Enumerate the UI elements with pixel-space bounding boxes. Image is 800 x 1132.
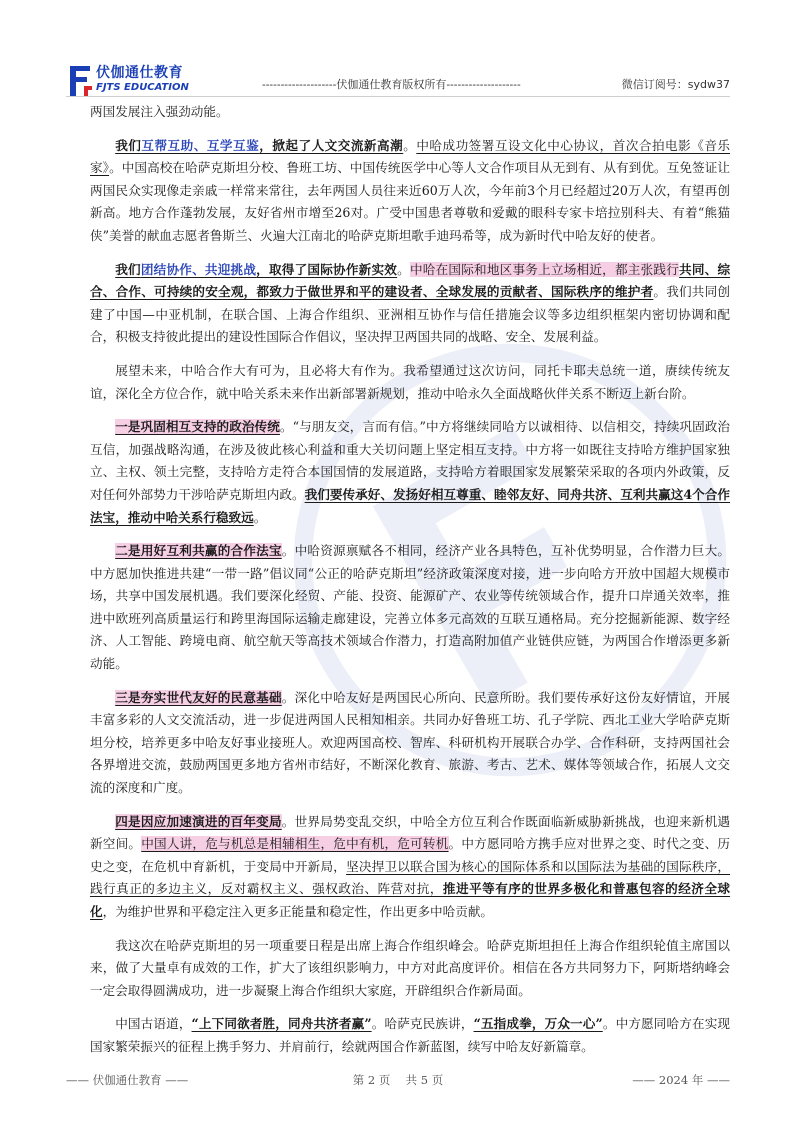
paragraph: 二是用好互利共赢的合作法宝。中哈资源禀赋各不相同，经济产业各具特色，互补优势明显，合作潜力巨大。中方愿加快推进共建“一带一路”倡议同“公正的哈萨克斯坦”经济政策深度对接，进一步向哈方开放中国超大规模市场，共享中国发展机遇。我们要深化经贸、产能、投资、能源矿产、农业等传统领域合作，提升口岸通关效率，推进中欧班列高质量运行和跨里海国际运输走廊建设，完善立体多元高效的互联互通格局。充分挖掘新能源、数字经济、人工智能、跨境电商、航空航天等高技术领域合作潜力，打造高附加值产业链供应链，为两国合作增添更多新动能。	[90, 543, 731, 672]
logo-name: 伏伽通仕教育	[96, 65, 183, 81]
wechat-account: 微信订阅号：sydw37	[621, 78, 730, 91]
paragraph: 四是因应加速演进的百年变局。世界局势变乱交织，中哈全方位互利合作既面临新威胁新挑战，也迎来新机遇新空间。中国人讲，危与机总是相辅相生，危中有机，危可转机。中方愿同哈方携手应对世界之变、时代之变、历史之变，在危机中育新机，于变局中开新局，坚决捍卫以联合国为核心的国际体系和以国际法为基础的国际秩序，践行真正的多边主义，反对霸权主义、强权政治、阵营对抗，推进平等有序的世界多极化和普惠包容的经济全球化，为维护世界和平稳定注入更多正能量和稳定性，作出更多中哈贡献。	[90, 813, 731, 919]
paragraph: 展望未来，中哈合作大有可为，且必将大有作为。我希望通过这次访问，同托卡耶夫总统一道，赓续传统友谊，深化全方位合作，就中哈关系未来作出新部署新规划，推动中哈永久全面战略伙伴关系不断迈上新台阶。	[90, 362, 730, 401]
paragraph: 三是夯实世代友好的民意基础。深化中哈友好是两国民心所向、民意所盼。我们要传承好这份友好情谊，开展丰富多彩的人文交流活动，进一步促进两国人民相知相亲。共同办好鲁班工坊、孔子学院、西北工业大学哈萨克斯坦分校，培养更多中哈友好事业接班人。欢迎两国高校、智库、科研机构开展联合办学、合作科研，支持两国社会各界增进交流，鼓励两国更多地方省州市结好，不断深化教育、旅游、考古、艺术、媒体等领域合作，拓展人文交流的深度和广度。	[90, 689, 731, 796]
paragraph: 我们团结协作、共迎挑战，取得了国际协作新实效。中哈在国际和地区事务上立场相近，都主张践行共同、综合、合作、可持续的安全观，都致力于做世界和平的建设者、全球发展的贡献者、国际秩序的维护者。我们共同创建了中国—中亚机制，在联合国、上海合作组织、亚洲相互协作与信任措施会议等多边组织框架内密切协调和配合，积极支持彼此提出的建设性国际合作倡议，坚决捍卫两国共同的战略、安全、发展利益。	[90, 261, 731, 345]
fjts-logo-icon	[66, 62, 94, 98]
paragraph: 我这次在哈萨克斯坦的另一项重要日程是出席上海合作组织峰会。哈萨克斯坦担任上海合作组织轮值主席国以来，做了大量卓有成效的工作，扩大了该组织影响力，中方对此高度评价。相信在各方共同努力下，阿斯塔纳峰会一定会取得圆满成功，进一步凝聚上海合作组织大家庭，开辟组织合作新局面。	[90, 937, 730, 998]
copyright-notice: --------------------伏伽通仕教育版权所有--------------------	[262, 78, 521, 91]
paragraph: 中国古语道，“上下同欲者胜，同舟共济者赢”。哈萨克民族讲，“五指成拳，万众一心”。中方愿同哈方在实现国家繁荣振兴的征程上携手努力、并肩前行，绘就两国合作新蓝图，续写中哈友好新篇章。	[90, 1016, 731, 1054]
paragraph: 两国发展注入强劲动能。	[90, 104, 229, 119]
footer-year: —— 2024 年 ——	[632, 1073, 730, 1087]
article-body	[90, 101, 730, 1070]
paragraph: 一是巩固相互支持的政治传统。“与朋友交，言而有信。”中方将继续同哈方以诚相待、以信相交，持续巩固政治互信，加强战略沟通，在涉及彼此核心利益和重大关切问题上坚定相互支持。中方将一如既往支持哈方维护国家独立、主权、领土完整，支持哈方走符合本国国情的发展道路，支持哈方着眼国家发展繁荣采取的各项内外政策，反对任何外部势力干涉哈萨克斯坦内政。我们要传承好、发扬好相互尊重、睦邻友好、同舟共济、互利共赢这4个合作法宝，推动中哈关系行稳致远。	[90, 419, 731, 525]
page-footer	[66, 1072, 730, 1092]
paragraph: 我们互帮互助、互学互鉴，掀起了人文交流新高潮。中哈成功签署互设文化中心协议，首次合拍电影《音乐家》。中国高校在哈萨克斯坦分校、鲁班工坊、中国传统医学中心等人文合作项目从无到有、从有到优。互免签证让两国民众实现像走亲戚一样常来常往，去年两国人员往来近60万人次，今年前3个月已经超过20万人次，有望再创新高。地方合作蓬勃发展，友好省州市增至26对。广受中国患者尊敬和爱戴的眼科专家卡培拉别科夫、有着“熊猫侠”美誉的献血志愿者鲁斯兰、火遍大江南北的哈萨克斯坦歌手迪玛希等，成为新时代中哈友好的使者。	[90, 137, 731, 243]
logo-english: FJTS EDUCATION	[96, 82, 189, 93]
page-header	[66, 60, 730, 106]
page-number: 第 2 页 共 5 页	[352, 1073, 444, 1087]
footer-brand: —— 伏伽通仕教育 ——	[66, 1073, 189, 1087]
header-divider	[66, 96, 730, 97]
